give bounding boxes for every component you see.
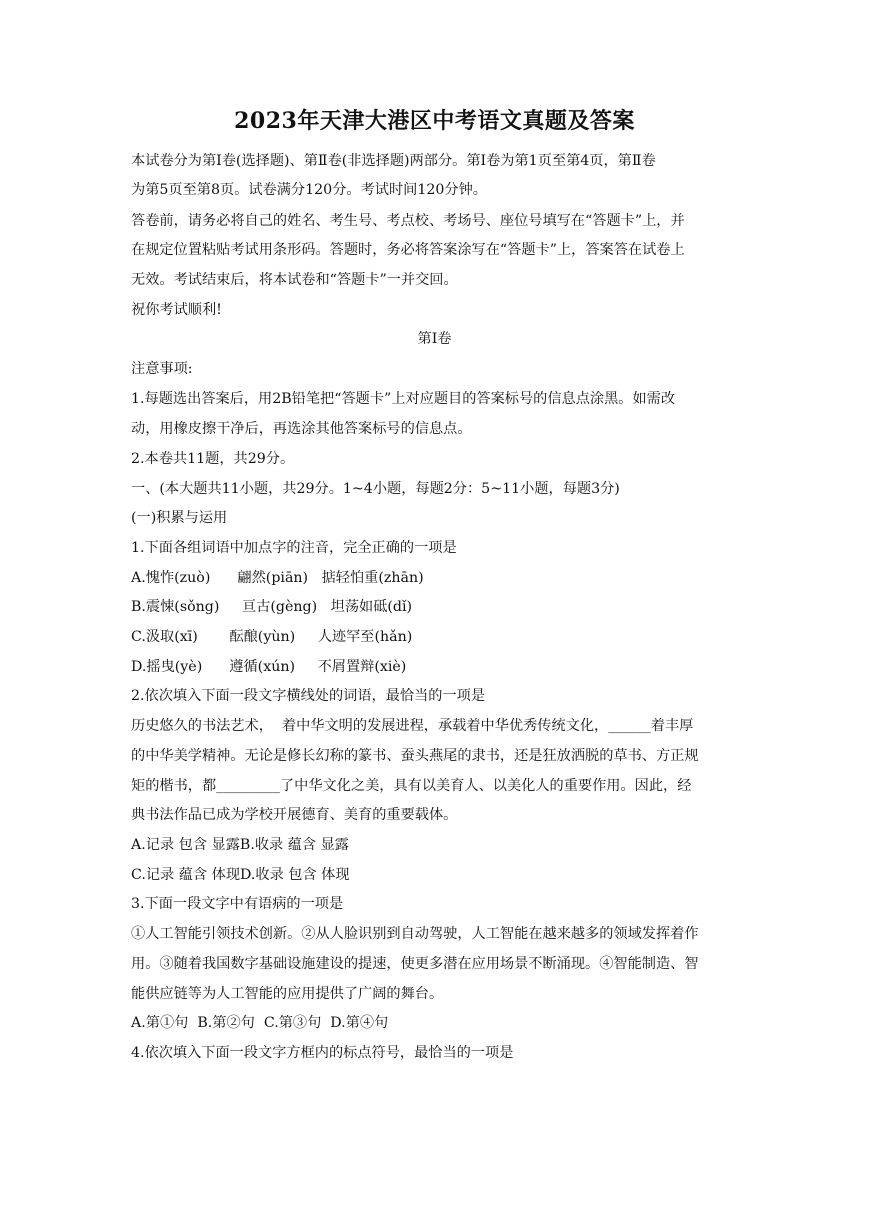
text-line: ①人工智能引领技术创新。②从人脸识别到自动驾驶，人工智能在越来越多的领域发挥着作 [131, 926, 699, 942]
option-line: B.震悚(sǒng) 亘古(gèng) 坦荡如砥(dǐ) [131, 599, 413, 615]
text-line: (一)积累与运用 [131, 510, 228, 526]
text-line: 历史悠久的书法艺术， 着中华文明的发展进程，承载着中华优秀传统文化，______着丰厚 [131, 718, 694, 734]
option-line: A.愧怍(zuò) 翩然(piān) 掂轻怕重(zhān) [131, 570, 424, 586]
section-heading: 第Ⅰ卷 [417, 331, 452, 347]
text-line: 为第5页至第8页。试卷满分120分。考试时间120分钟。 [131, 182, 487, 198]
question-stem: 4.依次填入下面一段文字方框内的标点符号，最恰当的一项是 [131, 1045, 514, 1061]
text-line: 矩的楷书，都_________了中华文化之美，具有以美育人、以美化人的重要作用。因此，经 [131, 778, 692, 794]
text-line: 典书法作品已成为学校开展德育、美育的重要载体。 [131, 807, 458, 823]
text-line: 用。③随着我国数字基础设施建设的提速，使更多潜在应用场景不断涌现。④智能制造、智 [131, 956, 699, 972]
text-line: 的中华美学精神。无论是修长幻称的篆书、蚕头燕尾的隶书，还是狂放洒脱的草书、方正规 [131, 748, 699, 764]
text-line: 能供应链等为人工智能的应用提供了广阔的舞台。 [131, 986, 444, 1002]
question-stem: 1.下面各组词语中加点字的注音，完全正确的一项是 [131, 540, 457, 556]
text-line: 答卷前，请务必将自己的姓名、考生号、考点校、考场号、座位号填写在“答题卡”上，并 [131, 213, 685, 229]
option-line: A.记录 包含 显露B.收录 蕴含 显露 [131, 837, 349, 853]
page-title: 2023年天津大港区中考语文真题及答案 [234, 108, 635, 134]
text-line: 本试卷分为第Ⅰ卷(选择题)、第Ⅱ卷(非选择题)两部分。第Ⅰ卷为第1页至第4页，第Ⅱ卷 [131, 153, 656, 169]
text-line: 1.每题选出答案后，用2B铅笔把“答题卡”上对应题目的答案标号的信息点涂黑。如需改 [131, 391, 676, 407]
question-stem: 2.依次填入下面一段文字横线处的词语，最恰当的一项是 [131, 688, 486, 704]
text-line: 在规定位置粘贴考试用条形码。答题时，务必将答案涂写在“答题卡”上，答案答在试卷上 [131, 242, 685, 258]
text-line: 2.本卷共11题，共29分。 [131, 451, 295, 467]
text-line: 动，用橡皮擦干净后，再选涂其他答案标号的信息点。 [131, 421, 472, 437]
option-line: A.第①句 B.第②句 C.第③句 D.第④句 [131, 1015, 389, 1031]
question-stem: 3.下面一段文字中有语病的一项是 [131, 896, 344, 912]
text-line: 无效。考试结束后，将本试卷和“答题卡”一并交回。 [131, 272, 458, 288]
option-line: C.汲取(xī) 酝酿(yùn) 人迹罕至(hǎn) [131, 629, 413, 645]
text-line: 注意事项: [131, 361, 193, 377]
text-line: 一、(本大题共11小题，共29分。1~4小题，每题2分：5~11小题，每题3分) [131, 481, 620, 497]
text-line: 祝你考试顺利! [131, 302, 222, 318]
option-line: D.摇曳(yè) 遵循(xún) 不屑置辩(xiè) [131, 659, 407, 675]
option-line: C.记录 蕴含 体现D.收录 包含 体现 [131, 867, 350, 883]
